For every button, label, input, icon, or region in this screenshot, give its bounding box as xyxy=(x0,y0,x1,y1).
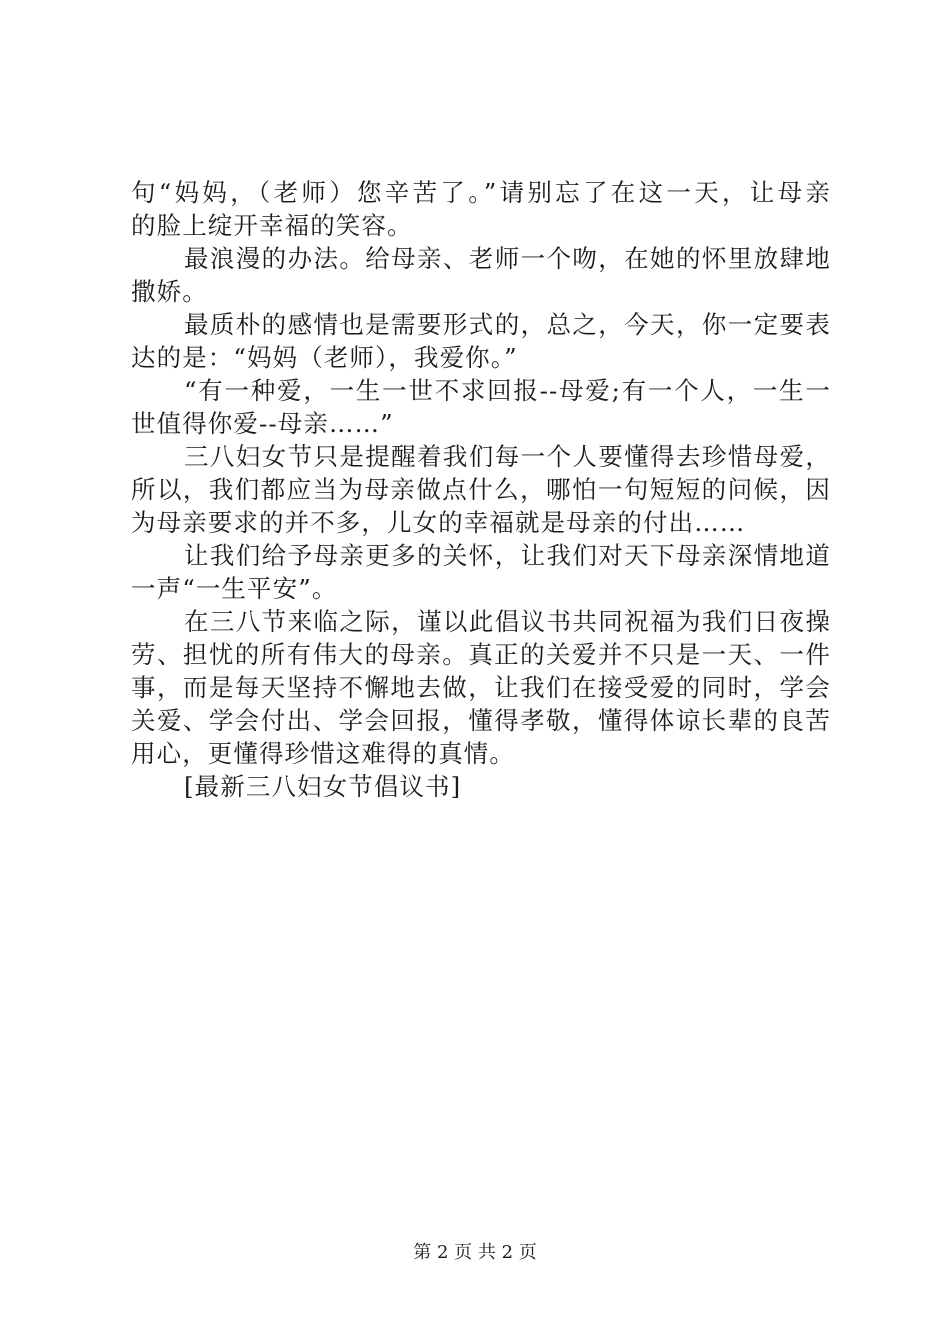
text-line: 用心，更懂得珍惜这难得的真情。 xyxy=(131,739,515,768)
text-line: 事，而是每天坚持不懈地去做，让我们在接受爱的同时，学会 xyxy=(131,673,831,702)
text-line: 关爱、学会付出、学会回报，懂得孝敬，懂得体谅长辈的良苦 xyxy=(131,706,831,735)
text-line: “有一种爱，一生一世不求回报--母爱;有一个人，一生一 xyxy=(184,376,831,405)
text-line: 三八妇女节只是提醒着我们每一个人要懂得去珍惜母爱， xyxy=(184,442,831,471)
text-line: 的脸上绽开幸福的笑容。 xyxy=(131,211,413,240)
text-line: 所以，我们都应当为母亲做点什么，哪怕一句短短的问候，因 xyxy=(131,475,831,504)
text-line: 一声“一生平安”。 xyxy=(131,574,338,603)
text-line: 撒娇。 xyxy=(131,277,208,306)
document-body xyxy=(131,176,831,803)
text-line: 在三八节来临之际，谨以此倡议书共同祝福为我们日夜操 xyxy=(184,607,831,636)
text-line: 为母亲要求的并不多，儿女的幸福就是母亲的付出…… xyxy=(131,508,746,537)
text-line: 最浪漫的办法。给母亲、老师一个吻，在她的怀里放肆地 xyxy=(184,244,831,273)
text-line: 句“妈妈，（老师）您辛苦了。”请别忘了在这一天，让母亲 xyxy=(131,178,831,207)
text-line: 最质朴的感情也是需要形式的，总之，今天，你一定要表 xyxy=(184,310,831,339)
text-line: 让我们给予母亲更多的关怀，让我们对天下母亲深情地道 xyxy=(184,541,831,570)
page-number-footer: 第 2 页 共 2 页 xyxy=(413,1242,537,1263)
text-line: 劳、担忧的所有伟大的母亲。真正的关爱并不只是一天、一件 xyxy=(131,640,831,669)
document-title-tag: [最新三八妇女节倡议书] xyxy=(184,772,462,801)
text-line: 达的是：“妈妈（老师），我爱你。” xyxy=(131,343,518,372)
text-line: 世值得你爱--母亲……” xyxy=(131,409,394,438)
